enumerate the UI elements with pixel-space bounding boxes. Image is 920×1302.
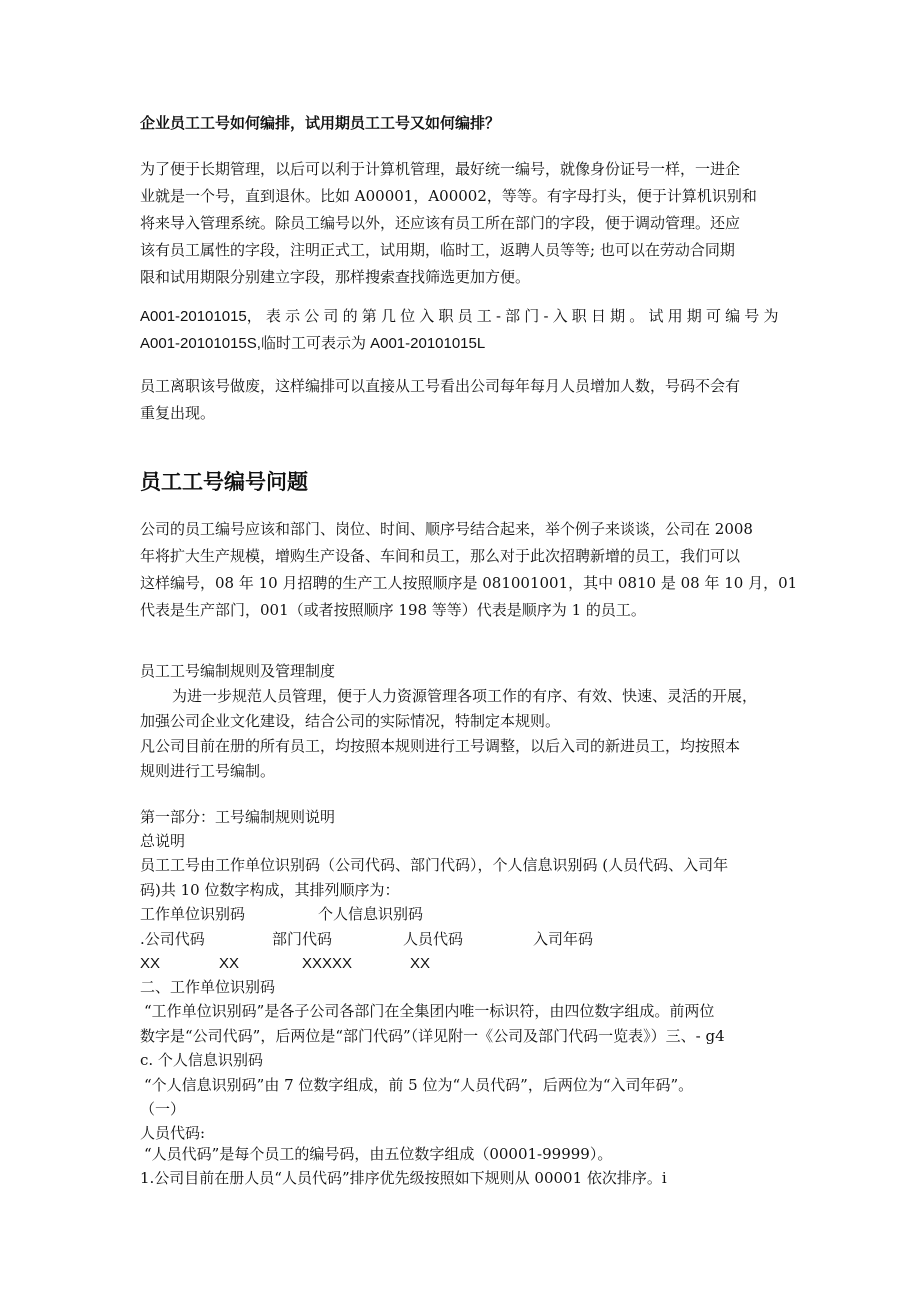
personal-line-1: “个人信息识别码”由 7 位数字组成，前 5 位为“人员代码”，后两位为“入司年码”。 [144, 1076, 694, 1094]
personal-line-2: （一） [140, 1100, 186, 1118]
section1-para2-line-1: A001-20101015， 表 示 公 司 的 第 几 位 入 职 员 工 - 部 门 - 入 职 日 期 。 试 用 期 可 编 号 为 [140, 308, 779, 325]
format-person: XXXXX [302, 955, 353, 972]
section3-intro-line-1: 为进一步规范人员管理，便于人力资源管理各项工作的有序、有效、快速、灵活的开展， [172, 687, 758, 705]
work-unit-line-3: c. 个人信息识别码 [140, 1051, 263, 1069]
part1-heading: 第一部分：工号编制规则说明 [140, 808, 336, 826]
field-department-code: 部门代码 [272, 930, 333, 948]
work-unit-line-1: “工作单位识别码”是各子公司各部门在全集团内唯一标识符，由四位数字组成。前两位 [144, 1002, 715, 1020]
format-company: XX [140, 955, 161, 972]
section3-intro-line-3: 凡公司目前在册的所有员工，均按照本规则进行工号调整，以后入司的新进员工，均按照本 [140, 737, 741, 755]
section1-para3-line-2: 重复出现。 [140, 404, 216, 422]
row-group-work-unit: 工作单位识别码 [140, 905, 246, 923]
row-group-personal: 个人信息识别码 [318, 905, 424, 923]
section3-intro-line-4: 规则进行工号编制。 [140, 762, 276, 780]
section1-para1-line-1: 为了便于长期管理，以后可以利于计算机管理，最好统一编号，就像身份证号一样，一进企 [140, 160, 741, 178]
field-person-code: 人员代码 [403, 930, 464, 948]
field-entry-year-code: 入司年码 [533, 930, 594, 948]
section2-para-line-3: 这样编号，08 年 10 月招聘的生产工人按照顺序是 081001001，其中 0810 是 08 年 10 月，01 [140, 574, 798, 592]
personal-line-4: “人员代码”是每个员工的编号码，由五位数字组成（00001-99999）。 [144, 1145, 613, 1163]
personal-line-5: 1.公司目前在册人员“人员代码”排序优先级按照如下规则从 00001 依次排序。i [140, 1169, 667, 1187]
section2-heading: 员工工号编号问题 [140, 469, 308, 494]
composition-line-1: 员工工号由工作单位识别码（公司代码、部门代码），个人信息识别码 (人员代码、入司年 [140, 856, 729, 874]
section1-title: 企业员工工号如何编排，试用期员工工号又如何编排？ [140, 114, 501, 132]
section1-para1-line-2: 业就是一个号，直到退休。比如 A00001，A00002，等等。有字母打头，便于计算机识别和 [140, 187, 757, 205]
section3-intro-line-2: 加强公司企业文化建设，结合公司的实际情况，特制定本规则。 [140, 712, 561, 730]
section3-title: 员工工号编制规则及管理制度 [140, 662, 336, 680]
section2-para-line-2: 年将扩大生产规模，增购生产设备、车间和员工，那么对于此次招聘新增的员工，我们可以 [140, 547, 741, 565]
work-unit-heading: 二、工作单位识别码 [140, 978, 276, 996]
overview-heading: 总说明 [140, 832, 186, 850]
section1-para2-line-2: A001-20101015S,临时工可表示为 A001-20101015L [140, 335, 486, 352]
section2-para-line-1: 公司的员工编号应该和部门、岗位、时间、顺序号结合起来，举个例子来谈谈，公司在 2008 [140, 520, 753, 538]
work-unit-line-2: 数字是“公司代码”，后两位是“部门代码”（详见附一《公司及部门代码一览表》）三、- g4 [140, 1027, 725, 1045]
format-department: XX [219, 955, 240, 972]
section2-para-line-4: 代表是生产部门，001（或者按照顺序 198 等等）代表是顺序为 1 的员工。 [140, 601, 646, 619]
section1-para1-line-3: 将来导入管理系统。除员工编号以外，还应该有员工所在部门的字段，便于调动管理。还应 [140, 214, 741, 232]
section1-para1-line-4: 该有员工属性的字段，注明正式工，试用期，临时工，返聘人员等等; 也可以在劳动合同期 [140, 241, 735, 259]
section1-para3-line-1: 员工离职该号做废，这样编排可以直接从工号看出公司每年每月人员增加人数，号码不会有 [140, 377, 741, 395]
field-company-code: .公司代码 [140, 930, 205, 948]
composition-line-2: 码)共 10 位数字构成，其排列顺序为： [140, 881, 400, 899]
personal-line-3: 人员代码: [140, 1124, 206, 1142]
section1-para1-line-5: 限和试用期限分别建立字段，那样搜索查找筛选更加方便。 [140, 268, 531, 286]
format-entry-year: XX [410, 955, 431, 972]
